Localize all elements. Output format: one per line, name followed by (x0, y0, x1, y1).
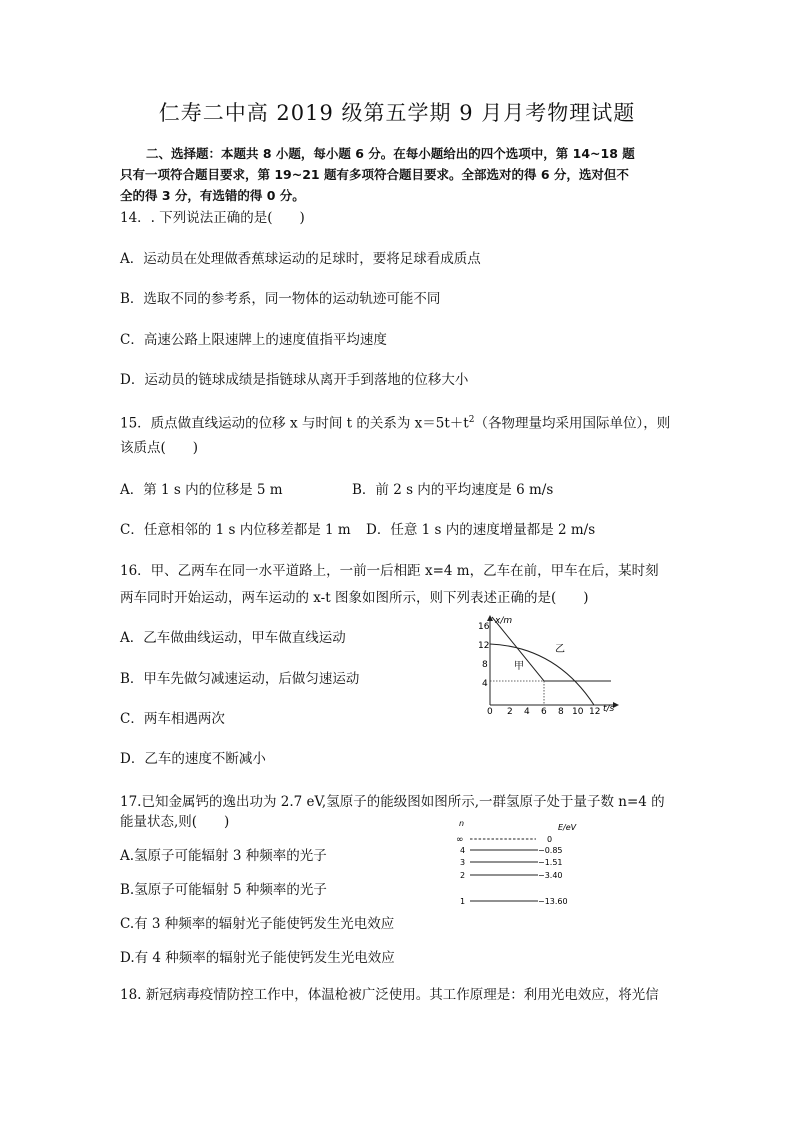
question-15-exponent: 2 (468, 415, 475, 425)
question-17-option-b: B.氢原子可能辐射 5 种频率的光子 (120, 882, 327, 898)
y-tick-12: 12 (478, 641, 490, 651)
level-e-inf: 0 (547, 835, 553, 844)
question-15-stem-part1: 15．质点做直线运动的位移 x 与时间 t 的关系为 x＝5t＋t (120, 415, 469, 432)
level-n-inf: ∞ (456, 835, 464, 845)
question-17-stem-line1: 17.已知金属钙的逸出功为 2.7 eV,氢原子的能级图如图所示,一群氢原子处于量子数 n=4 的 (120, 794, 665, 810)
level-e-3: −1.51 (538, 858, 563, 867)
curve-yi (490, 644, 594, 705)
level-n-1: 1 (460, 897, 466, 906)
instructions-line-1: 二、选择题：本题共 8 小题，每小题 6 分。在每小题给出的四个选项中，第 14~18 题 (146, 146, 635, 161)
level-n-3: 3 (460, 858, 466, 867)
question-18-stem-line1: 18. 新冠病毒疫情防控工作中，体温枪被广泛使用。其工作原理是：利用光电效应，将光信 (120, 987, 659, 1003)
xt-graph (476, 612, 626, 714)
energy-n-header: n (459, 819, 465, 828)
energy-e-header: E/eV (558, 823, 577, 832)
question-17-stem-line2: 能量状态,则( ) (120, 814, 230, 830)
curve-jia (492, 617, 611, 681)
question-15-option-a: A．第 1 s 内的位移是 5 m (120, 482, 283, 498)
x-tick-2: 2 (507, 707, 513, 714)
question-14-option-a: A．运动员在处理做香蕉球运动的足球时，要将足球看成质点 (120, 251, 481, 267)
question-16-option-c: C．两车相遇两次 (120, 711, 225, 727)
level-e-2: −3.40 (538, 871, 563, 880)
x-tick-0: 0 (487, 707, 493, 714)
level-e-4: −0.85 (538, 846, 563, 855)
question-17-option-d: D.有 4 种频率的辐射光子能使钙发生光电效应 (120, 950, 395, 966)
y-tick-8: 8 (482, 660, 488, 670)
y-tick-16: 16 (478, 622, 490, 632)
question-16-option-a: A．乙车做曲线运动，甲车做直线运动 (120, 630, 346, 646)
x-tick-4: 4 (524, 707, 530, 714)
level-n-4: 4 (460, 846, 466, 855)
question-16-stem-line1: 16．甲、乙两车在同一水平道路上，一前一后相距 x=4 m，乙车在前，甲车在后，某时刻 (120, 563, 659, 579)
level-e-1: −13.60 (538, 897, 568, 906)
instructions-line-3: 全的得 3 分，有选错的得 0 分。 (120, 188, 305, 203)
y-tick-4: 4 (482, 679, 488, 689)
question-15-stem-line2: 该质点( ) (120, 440, 199, 456)
x-tick-10: 10 (572, 707, 584, 714)
question-17-option-c: C.有 3 种频率的辐射光子能使钙发生光电效应 (120, 916, 395, 932)
question-15-option-c: C．任意相邻的 1 s 内位移差都是 1 m (120, 522, 351, 538)
question-14-option-b: B．选取不同的参考系，同一物体的运动轨迹可能不同 (120, 291, 441, 307)
question-15-option-d: D．任意 1 s 内的速度增量都是 2 m/s (366, 522, 596, 538)
section-instructions (120, 143, 680, 206)
question-16-option-d: D．乙车的速度不断减小 (120, 751, 266, 767)
question-14-stem: 14．. 下列说法正确的是( ) (120, 210, 305, 226)
x-tick-6: 6 (541, 707, 547, 714)
label-yi: 乙 (555, 644, 565, 655)
energy-level-diagram (454, 818, 604, 910)
question-17-option-a: A.氢原子可能辐射 3 种频率的光子 (120, 848, 327, 864)
question-16-option-b: B．甲车先做匀减速运动，后做匀速运动 (120, 671, 360, 687)
question-14-option-c: C．高速公路上限速牌上的速度值指平均速度 (120, 332, 387, 348)
question-15-option-b: B．前 2 s 内的平均速度是 6 m/s (352, 482, 554, 498)
question-15-stem-part2: （各物理量均采用国际单位），则 (474, 415, 671, 432)
question-15-stem (120, 407, 680, 438)
page-title: 仁寿二中高 2019 级第五学期 9 月月考物理试题 (158, 101, 636, 125)
question-16-stem-line2: 两车同时开始运动，两车运动的 x-t 图象如图所示，则下列表述正确的是( ) (120, 590, 589, 606)
x-tick-8: 8 (558, 707, 564, 714)
y-axis-label: x/m (495, 616, 513, 626)
instructions-line-2: 只有一项符合题目要求，第 19~21 题有多项符合题目要求。全部选对的得 6 分，选对但不 (120, 167, 629, 182)
x-axis-label: t/s (603, 704, 615, 714)
x-tick-12: 12 (589, 707, 601, 714)
label-jia: 甲 (514, 661, 524, 672)
level-n-2: 2 (460, 871, 466, 880)
question-14-option-d: D．运动员的链球成绩是指链球从离开手到落地的位移大小 (120, 372, 469, 388)
